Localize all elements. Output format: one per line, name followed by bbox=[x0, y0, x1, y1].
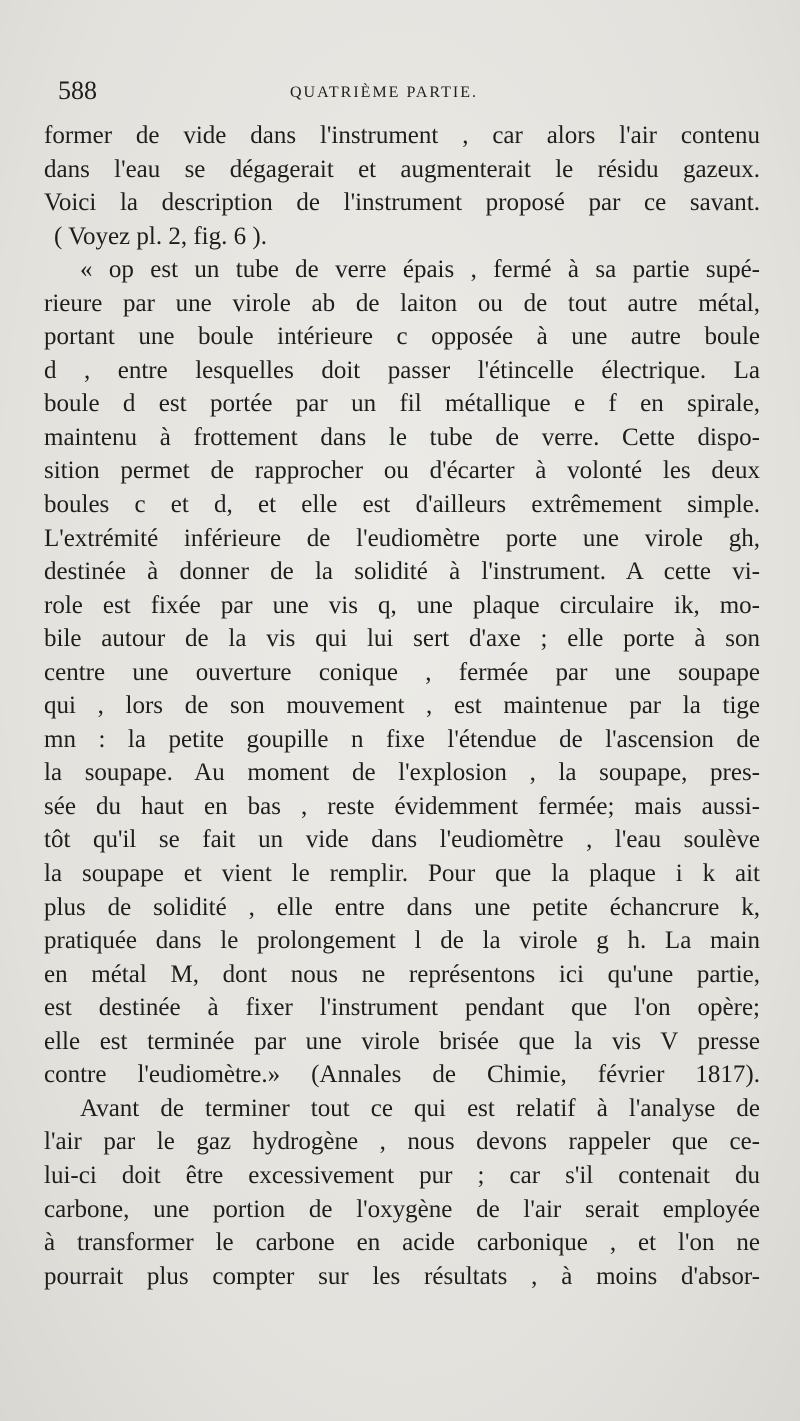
text-line: Avant de terminer tout ce qui est relatif à l'analyse de bbox=[80, 1094, 760, 1122]
text-line: rieure par une virole ab de laiton ou de tout autre métal, bbox=[44, 289, 760, 317]
page-number: 588 bbox=[58, 76, 97, 105]
body-text bbox=[44, 119, 760, 1293]
text-line: portant une boule intérieure c opposée à une autre boule bbox=[44, 323, 760, 351]
text-line: « op est un tube de verre épais , fermé à sa partie supé- bbox=[80, 256, 760, 284]
text-line: plus de solidité , elle entre dans une petite échancrure k, bbox=[44, 893, 760, 921]
text-line: l'air par le gaz hydrogène , nous devons rappeler que ce- bbox=[44, 1128, 760, 1156]
text-line: sée du haut en bas , reste évidemment fermée; mais aussi- bbox=[44, 792, 760, 820]
text-line: en métal M, dont nous ne représentons ici qu'une partie, bbox=[44, 960, 760, 988]
text-line: lui-ci doit être excessivement pur ; car s'il contenait du bbox=[44, 1161, 760, 1189]
text-line: la soupape et vient le remplir. Pour que la plaque i k ait bbox=[44, 860, 760, 888]
text-line: d , entre lesquelles doit passer l'étincelle électrique. La bbox=[44, 356, 760, 384]
text-line: Voici la description de l'instrument proposé par ce savant. bbox=[44, 189, 760, 217]
text-line: à transformer le carbone en acide carbonique , et l'on ne bbox=[44, 1229, 760, 1257]
text-line: tôt qu'il se fait un vide dans l'eudiomètre , l'eau soulève bbox=[44, 826, 760, 854]
running-title: QUATRIÈME PARTIE. bbox=[290, 84, 479, 101]
text-line: pourrait plus compter sur les résultats , à moins d'absor- bbox=[44, 1262, 760, 1290]
text-line: boule d est portée par un fil métallique e f en spirale, bbox=[44, 390, 760, 418]
text-line: boules c et d, et elle est d'ailleurs extrêmement simple. bbox=[44, 491, 760, 519]
text-line: ( Voyez pl. 2, fig. 6 ). bbox=[54, 222, 267, 250]
text-line: dans l'eau se dégagerait et augmenterait le résidu gazeux. bbox=[44, 155, 760, 183]
text-line: pratiquée dans le prolongement l de la virole g h. La main bbox=[44, 927, 760, 955]
text-line: contre l'eudiomètre.» (Annales de Chimie, février 1817). bbox=[44, 1061, 760, 1089]
text-line: la soupape. Au moment de l'explosion , la soupape, pres- bbox=[44, 759, 760, 787]
text-line: elle est terminée par une virole brisée que la vis V presse bbox=[44, 1027, 760, 1055]
text-line: maintenu à frottement dans le tube de verre. Cette dispo- bbox=[44, 423, 760, 451]
text-line: former de vide dans l'instrument , car alors l'air contenu bbox=[44, 122, 760, 149]
text-line: L'extrémité inférieure de l'eudiomètre porte une virole gh, bbox=[44, 524, 760, 552]
text-line: role est fixée par une vis q, une plaque circulaire ik, mo- bbox=[44, 591, 760, 619]
page-header bbox=[58, 76, 762, 110]
text-line: carbone, une portion de l'oxygène de l'air serait employée bbox=[44, 1195, 760, 1223]
text-line: mn : la petite goupille n fixe l'étendue de l'ascension de bbox=[44, 725, 760, 753]
text-line: bile autour de la vis qui lui sert d'axe ; elle porte à son bbox=[44, 625, 760, 653]
text-line: destinée à donner de la solidité à l'instrument. A cette vi- bbox=[44, 558, 760, 586]
text-line: sition permet de rapprocher ou d'écarter à volonté les deux bbox=[44, 457, 760, 485]
text-line: est destinée à fixer l'instrument pendant que l'on opère; bbox=[44, 994, 760, 1022]
text-line: qui , lors de son mouvement , est maintenue par la tige bbox=[44, 692, 760, 720]
text-line: centre une ouverture conique , fermée par une soupape bbox=[44, 658, 760, 686]
